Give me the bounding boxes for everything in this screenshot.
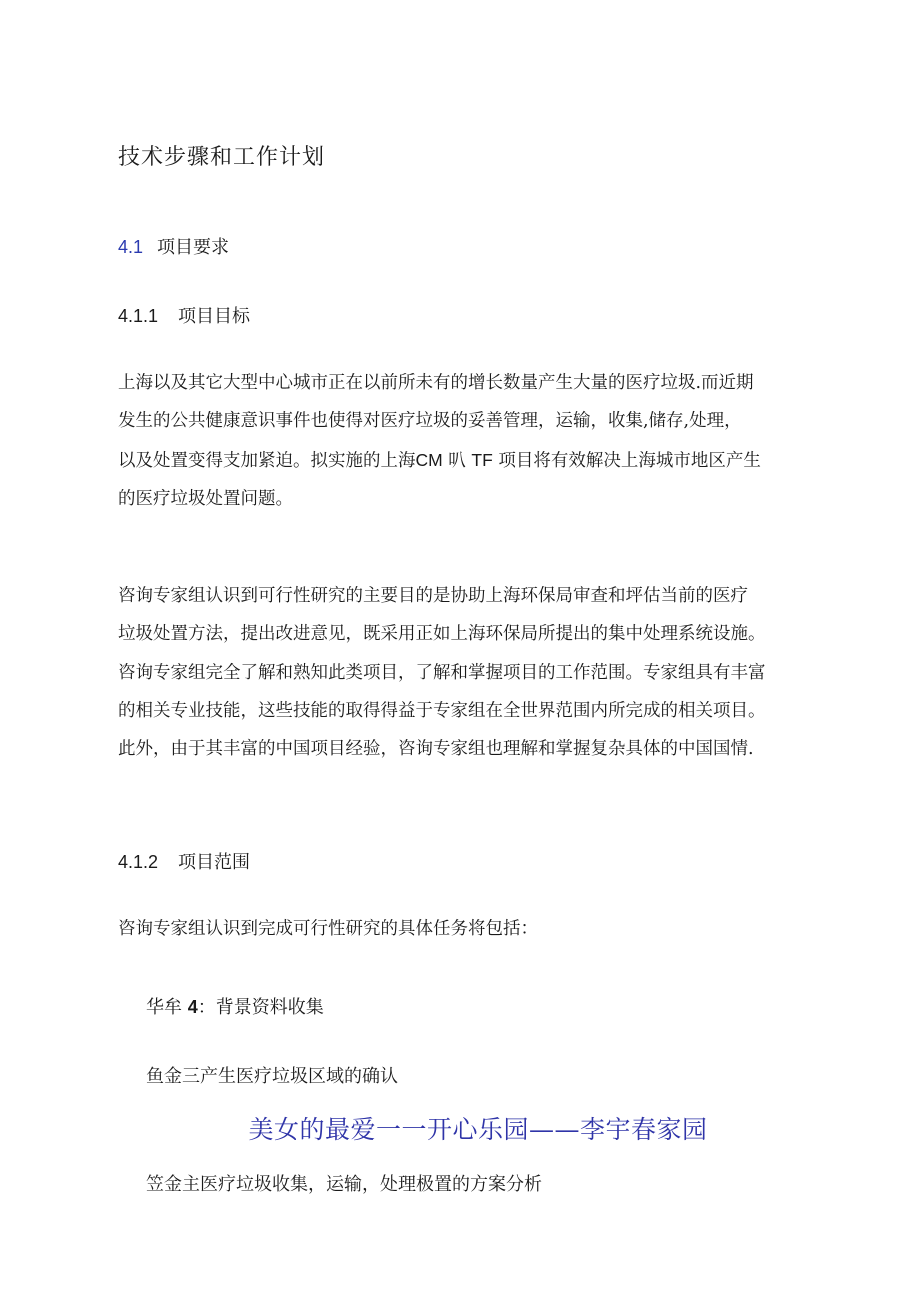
text-line: 上海以及其它大型中心城市正在以前所未有的增长数量产生大量的医疗垃圾.而近期 (118, 373, 754, 393)
section-label: 项目范围 (178, 852, 251, 873)
item-number: 4 (187, 997, 198, 1017)
text-fragment: 华牟 (146, 997, 182, 1018)
list-item: 笠金主医疗垃圾收集，运输，处理极置的方案分析 (146, 1174, 542, 1195)
section-number: 4.1 (118, 237, 144, 257)
text-line: 此外，由于其丰富的中国项目经验，咨询专家组也理解和掌握复杂具体的中国国情. (118, 739, 754, 760)
project-code: TF (471, 449, 493, 470)
text-line (118, 441, 908, 480)
section-heading-4-1 (118, 233, 229, 259)
section-number: 4.1.2 (118, 852, 159, 872)
project-code: CM (415, 449, 443, 470)
text-fragment: ：背景资料收集 (197, 997, 324, 1018)
text-line: 咨询专家组认识到可行性研究的主要目的是协助上海环保局审查和坪估当前的医疗 (118, 586, 748, 606)
list-item: 鱼金三产生医疗垃圾区域的确认 (146, 1066, 398, 1087)
text-line: 的医疗垃圾处置问题。 (118, 488, 293, 509)
section-heading-4-1-2 (118, 848, 250, 874)
text-line: 垃圾处置方法，提出改进意见，既采用正如上海环保局所提出的集中处理系统设施。 (118, 624, 766, 645)
section-label: 项目目标 (178, 306, 251, 327)
text-fragment: 项目将有效解决上海城市地区产生 (498, 450, 761, 471)
text-line: 咨询专家组认识到完成可行性研究的具体任务将包括： (118, 919, 538, 939)
text-fragment: 叭 (448, 450, 466, 471)
text-line: 的相关专业技能，这些技能的取得得益于专家组在全世界范围内所完成的相关项目。 (118, 700, 766, 721)
paragraph-scope-intro (118, 910, 908, 948)
paragraph-objective-2 (118, 577, 908, 768)
page-title: 技术步骤和工作计划 (118, 145, 326, 170)
text-line: 咨询专家组完全了解和熟知此类项目，了解和掌握项目的工作范围。专家组具有丰富 (118, 662, 766, 683)
list-item (146, 993, 324, 1019)
section-number: 4.1.1 (118, 306, 159, 326)
section-label: 项目要求 (157, 237, 230, 258)
banner-text: 美女的最爱一一开心乐园——李宇春家园 (248, 1115, 708, 1144)
text-line: 发生的公共健康意识事件也使得对医疗垃圾的妥善管理，运输，收集,储存,处理， (118, 411, 742, 432)
paragraph-objective-1 (118, 364, 908, 518)
section-heading-4-1-1 (118, 302, 250, 328)
text-fragment: 以及处置变得支加紧迫。拟实施的上海 (118, 450, 416, 471)
